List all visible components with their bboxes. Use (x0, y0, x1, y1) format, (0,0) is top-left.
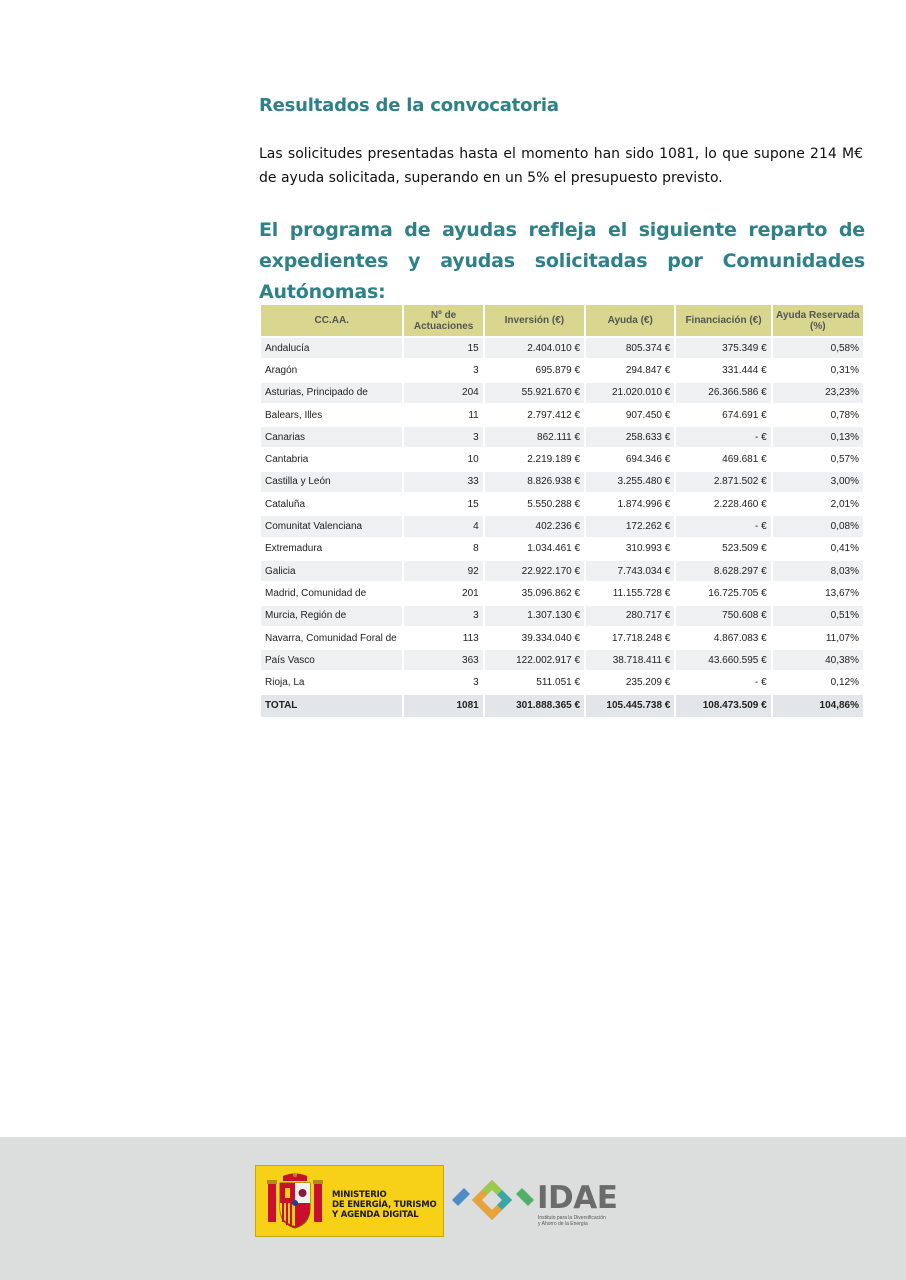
table-row (261, 650, 863, 670)
cell-actuaciones: 3 (404, 606, 482, 626)
idae-name: IDAE (537, 1180, 618, 1216)
intro-paragraph: Las solicitudes presentadas hasta el momento han sido 1081, lo que supone 214 M€ de ayuda solicitada, superando en un 5% el presupuesto previsto. (259, 146, 863, 186)
cell-ccaa: Cataluña (261, 494, 402, 514)
cell-ayuda-reservada: 8,03% (773, 561, 863, 581)
cell-ayuda: 280.717 € (586, 606, 674, 626)
cell-financiacion: 674.691 € (676, 405, 770, 425)
table-row (261, 427, 863, 447)
section-title: Resultados de la convocatoria (259, 95, 559, 116)
cell-inversion: 695.879 € (485, 360, 584, 380)
cell-ayuda-reservada: 3,00% (773, 472, 863, 492)
cell-financiacion: 26.366.586 € (676, 383, 770, 403)
table-row (261, 539, 863, 559)
table-row (261, 449, 863, 469)
cell-inversion: 2.797.412 € (485, 405, 584, 425)
table-row (261, 338, 863, 358)
cell-ayuda: 235.209 € (586, 672, 674, 692)
cell-actuaciones: 8 (404, 539, 482, 559)
cell-ayuda: 17.718.248 € (586, 628, 674, 648)
cell-ccaa: Murcia, Región de (261, 606, 402, 626)
total-cell-ayuda-reservada: 104,86% (773, 695, 863, 717)
cell-ayuda-reservada: 0,78% (773, 405, 863, 425)
cell-ayuda: 21.020.010 € (586, 383, 674, 403)
idae-subtitle: Instituto para la Diversificación y Ahorro de la Energía (538, 1215, 606, 1227)
cell-ayuda-reservada: 23,23% (773, 383, 863, 403)
cell-financiacion: 331.444 € (676, 360, 770, 380)
cell-ayuda: 3.255.480 € (586, 472, 674, 492)
total-cell-inversion: 301.888.365 € (485, 695, 584, 717)
table-row (261, 561, 863, 581)
cell-inversion: 35.096.862 € (485, 583, 584, 603)
cell-financiacion: 469.681 € (676, 449, 770, 469)
cell-ayuda-reservada: 11,07% (773, 628, 863, 648)
cell-inversion: 2.404.010 € (485, 338, 584, 358)
cell-ccaa: Castilla y León (261, 472, 402, 492)
cell-ayuda-reservada: 0,12% (773, 672, 863, 692)
total-cell-ayuda: 105.445.738 € (586, 695, 674, 717)
cell-ayuda-reservada: 13,67% (773, 583, 863, 603)
cell-financiacion: 523.509 € (676, 539, 770, 559)
header-ayuda-reservada: Ayuda Reservada (%) (773, 305, 863, 336)
idae-logo-icon (452, 1170, 534, 1230)
table-row (261, 672, 863, 692)
cell-ccaa: Cantabria (261, 449, 402, 469)
total-cell-ccaa: TOTAL (261, 695, 402, 717)
cell-inversion: 122.002.917 € (485, 650, 584, 670)
cell-financiacion: 8.628.297 € (676, 561, 770, 581)
cell-financiacion: 43.660.595 € (676, 650, 770, 670)
cell-actuaciones: 3 (404, 672, 482, 692)
cell-inversion: 39.334.040 € (485, 628, 584, 648)
cell-actuaciones: 3 (404, 427, 482, 447)
cell-ccaa: Andalucía (261, 338, 402, 358)
cell-ayuda: 805.374 € (586, 338, 674, 358)
table-row (261, 628, 863, 648)
table-row (261, 383, 863, 403)
table-header-row (261, 305, 863, 336)
cell-ayuda: 7.743.034 € (586, 561, 674, 581)
cell-ayuda-reservada: 2,01% (773, 494, 863, 514)
cell-actuaciones: 10 (404, 449, 482, 469)
cell-ccaa: Navarra, Comunidad Foral de (261, 628, 402, 648)
cell-ayuda-reservada: 0,41% (773, 539, 863, 559)
table-row (261, 516, 863, 536)
cell-ccaa: Extremadura (261, 539, 402, 559)
table-total-row (261, 695, 863, 717)
cell-ayuda-reservada: 0,58% (773, 338, 863, 358)
table-row (261, 360, 863, 380)
spain-coat-of-arms-icon (264, 1172, 326, 1230)
header-financiacion: Financiación (€) (676, 305, 770, 336)
cell-ayuda-reservada: 0,08% (773, 516, 863, 536)
cell-inversion: 402.236 € (485, 516, 584, 536)
cell-financiacion: - € (676, 672, 770, 692)
cell-inversion: 22.922.170 € (485, 561, 584, 581)
cell-inversion: 1.307.130 € (485, 606, 584, 626)
table-subtitle: El programa de ayudas refleja el siguiente reparto de expedientes y ayudas solicitadas por Comunidades Autónomas: (259, 219, 865, 303)
cell-ayuda: 294.847 € (586, 360, 674, 380)
table-row (261, 405, 863, 425)
cell-ayuda-reservada: 0,51% (773, 606, 863, 626)
cell-ayuda-reservada: 0,31% (773, 360, 863, 380)
header-inversion: Inversión (€) (485, 305, 584, 336)
cell-inversion: 55.921.670 € (485, 383, 584, 403)
total-cell-financiacion: 108.473.509 € (676, 695, 770, 717)
cell-actuaciones: 4 (404, 516, 482, 536)
cell-ayuda: 38.718.411 € (586, 650, 674, 670)
cell-financiacion: 2.228.460 € (676, 494, 770, 514)
header-ccaa: CC.AA. (261, 305, 402, 336)
cell-ayuda: 258.633 € (586, 427, 674, 447)
cell-ccaa: País Vasco (261, 650, 402, 670)
cell-financiacion: 375.349 € (676, 338, 770, 358)
cell-ayuda-reservada: 0,57% (773, 449, 863, 469)
cell-ccaa: Aragón (261, 360, 402, 380)
cell-ccaa: Galicia (261, 561, 402, 581)
cell-ayuda: 11.155.728 € (586, 583, 674, 603)
cell-actuaciones: 363 (404, 650, 482, 670)
cell-actuaciones: 3 (404, 360, 482, 380)
cell-actuaciones: 15 (404, 338, 482, 358)
cell-ccaa: Rioja, La (261, 672, 402, 692)
cell-ccaa: Canarias (261, 427, 402, 447)
cell-financiacion: 2.871.502 € (676, 472, 770, 492)
ministry-name: MINISTERIO DE ENERGÍA, TURISMO Y AGENDA DIGITAL (332, 1190, 437, 1220)
cell-ayuda: 1.874.996 € (586, 494, 674, 514)
cell-actuaciones: 204 (404, 383, 482, 403)
ccaa-table (259, 303, 865, 719)
cell-inversion: 2.219.189 € (485, 449, 584, 469)
cell-financiacion: 4.867.083 € (676, 628, 770, 648)
cell-actuaciones: 33 (404, 472, 482, 492)
total-cell-actuaciones: 1081 (404, 695, 482, 717)
cell-financiacion: 16.725.705 € (676, 583, 770, 603)
cell-ccaa: Balears, Illes (261, 405, 402, 425)
cell-ayuda: 310.993 € (586, 539, 674, 559)
cell-inversion: 5.550.288 € (485, 494, 584, 514)
cell-inversion: 1.034.461 € (485, 539, 584, 559)
cell-ccaa: Comunitat Valenciana (261, 516, 402, 536)
cell-inversion: 8.826.938 € (485, 472, 584, 492)
table-row (261, 606, 863, 626)
header-ayuda: Ayuda (€) (586, 305, 674, 336)
table-row (261, 494, 863, 514)
cell-financiacion: 750.608 € (676, 606, 770, 626)
cell-actuaciones: 11 (404, 405, 482, 425)
ministry-logo (255, 1165, 444, 1237)
table-row (261, 472, 863, 492)
cell-inversion: 862.111 € (485, 427, 584, 447)
cell-ccaa: Asturias, Principado de (261, 383, 402, 403)
cell-inversion: 511.051 € (485, 672, 584, 692)
cell-ayuda-reservada: 0,13% (773, 427, 863, 447)
cell-actuaciones: 92 (404, 561, 482, 581)
cell-ayuda: 907.450 € (586, 405, 674, 425)
cell-actuaciones: 15 (404, 494, 482, 514)
table-row (261, 583, 863, 603)
cell-actuaciones: 201 (404, 583, 482, 603)
cell-ayuda-reservada: 40,38% (773, 650, 863, 670)
cell-ccaa: Madrid, Comunidad de (261, 583, 402, 603)
cell-ayuda: 172.262 € (586, 516, 674, 536)
cell-financiacion: - € (676, 516, 770, 536)
header-actuaciones: Nº de Actuaciones (404, 305, 482, 336)
cell-actuaciones: 113 (404, 628, 482, 648)
cell-financiacion: - € (676, 427, 770, 447)
cell-ayuda: 694.346 € (586, 449, 674, 469)
